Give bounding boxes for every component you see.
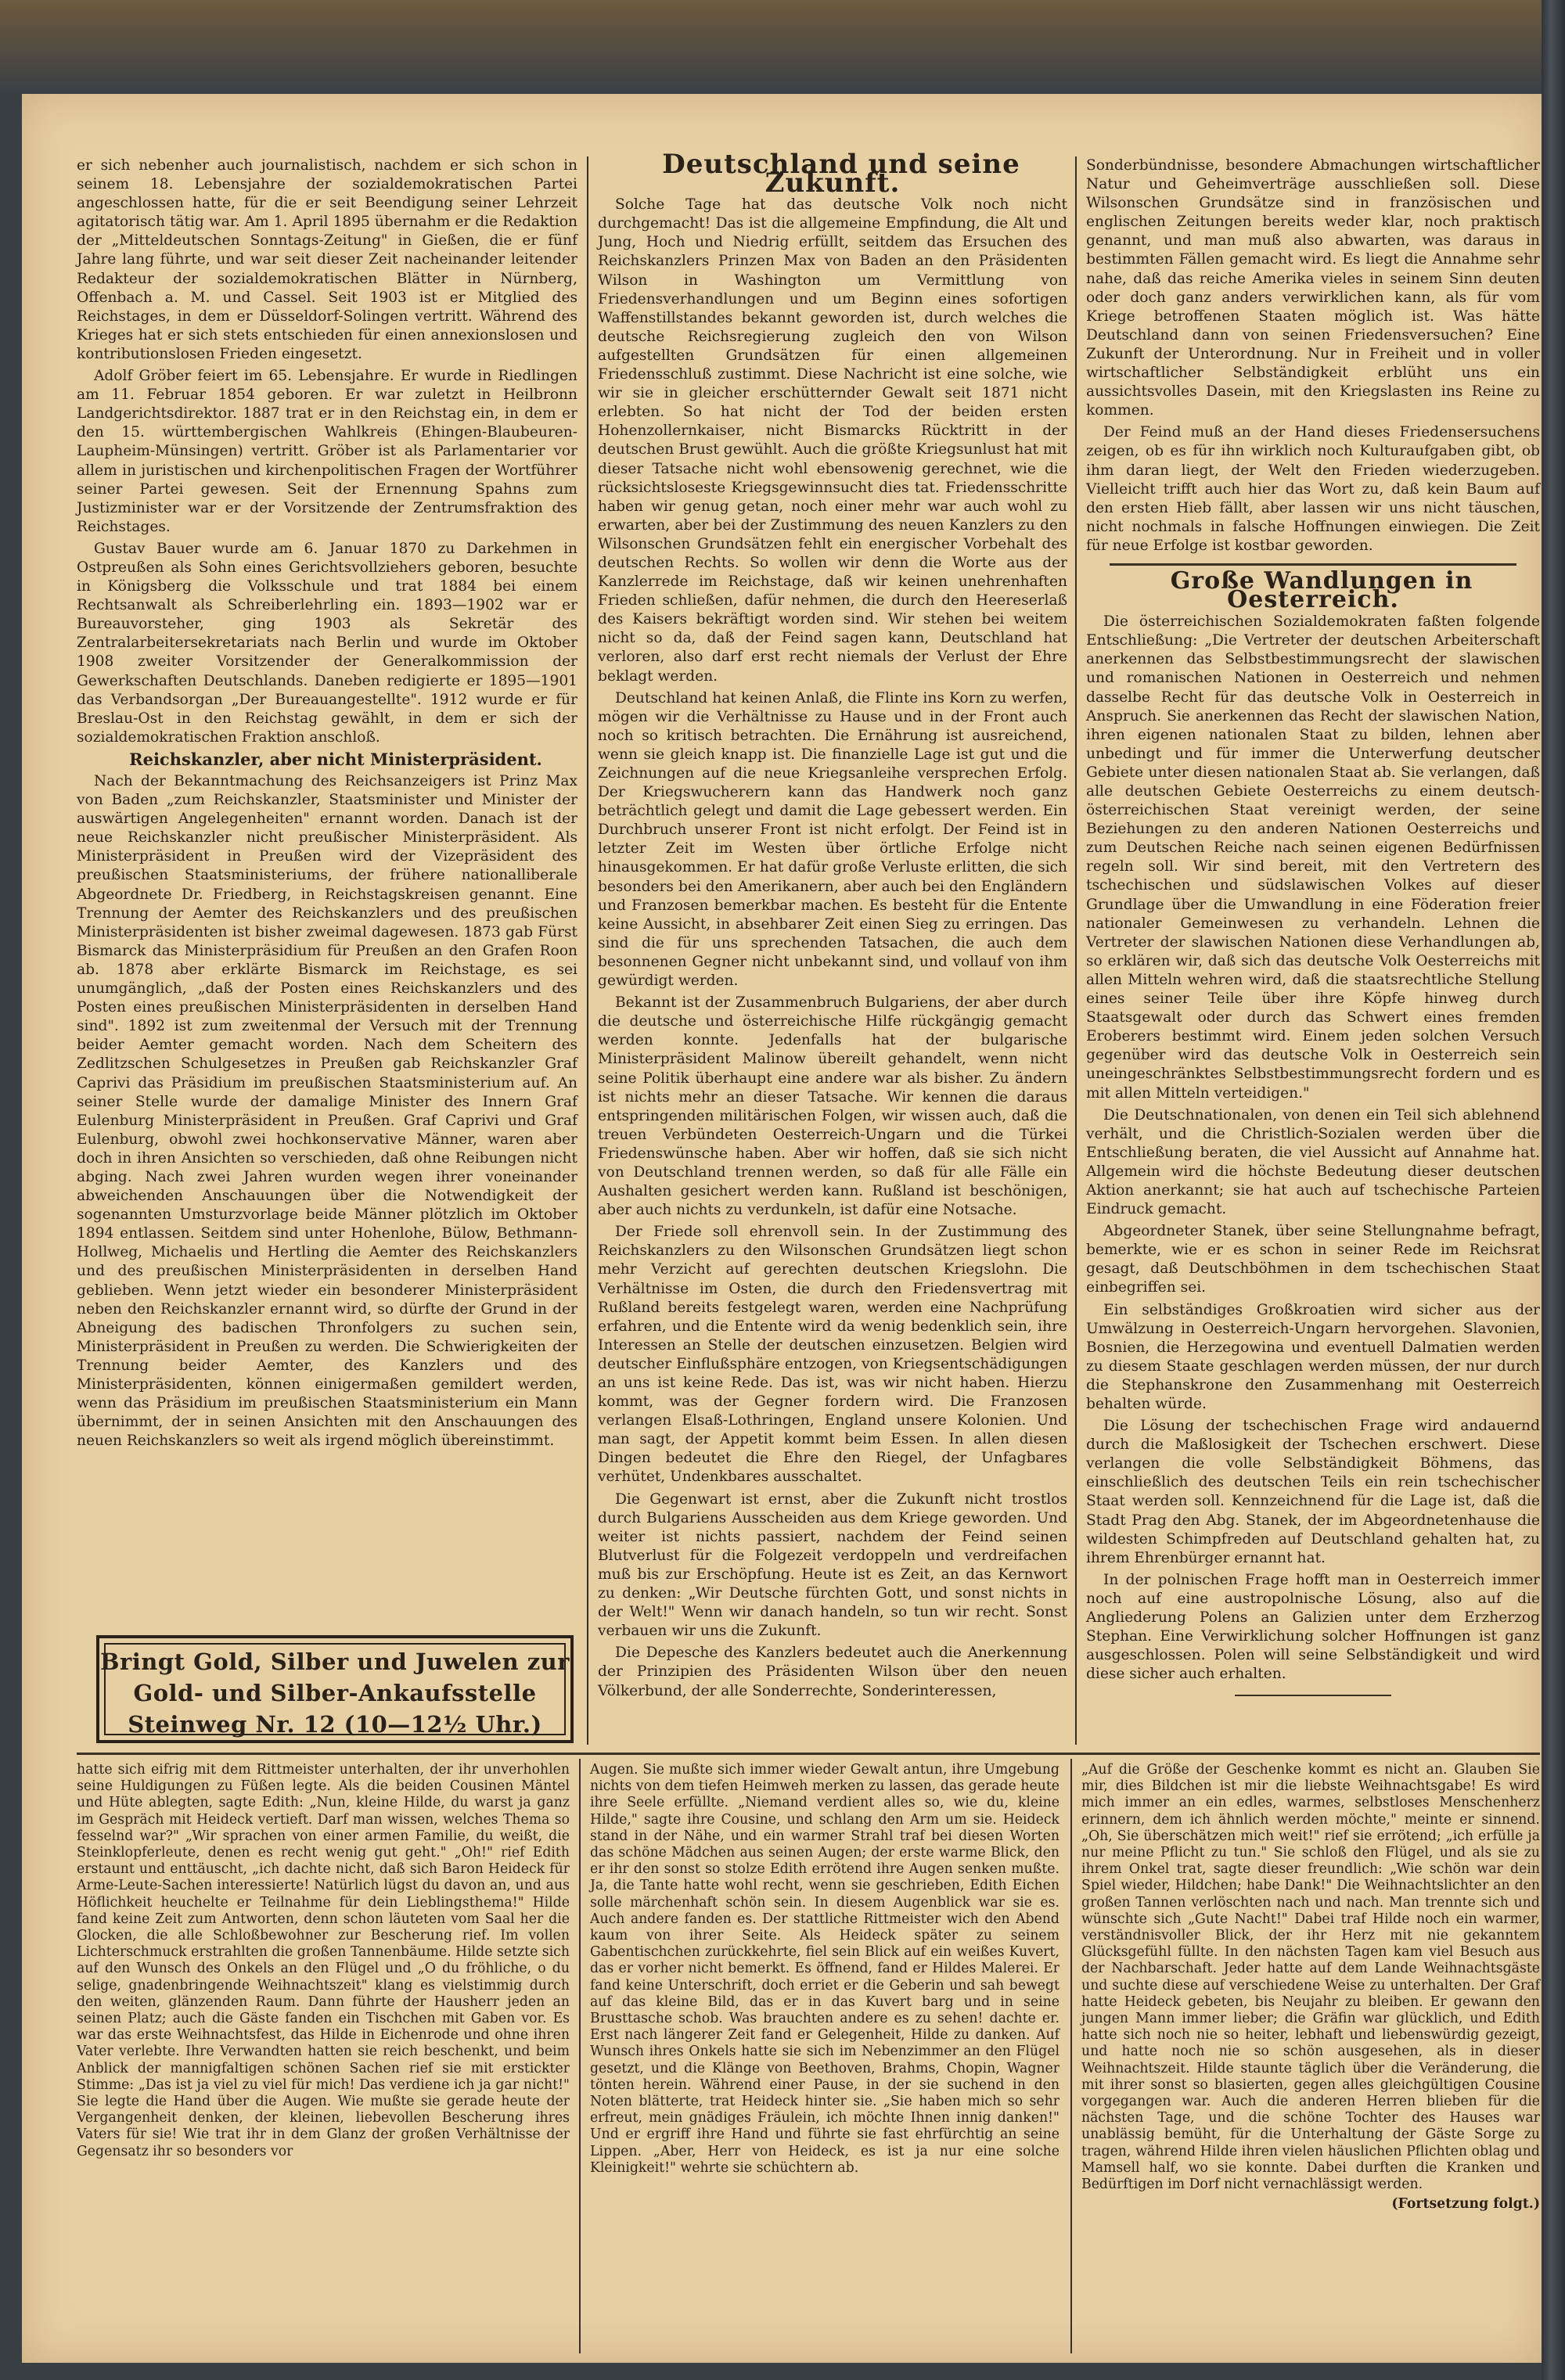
paragraph: Gustav Bauer wurde am 6. Januar 1870 zu Darkehmen in Ostpreußen als Sohn eines Gerichtsvollziehers geboren, besuchte in Königsberg die Volksschule und trat 1884 bei einem Rechtsanwalt als Schreiberlehrling ein. 1893—1902 war er Bureauvorsteher, ging 1903 als Sekretär des Zentralarbeitersekretariats nach Berlin und wurde im Oktober 1908 zweiter Vorsitzender der Generalkommission der Gewerkschaften Deutschlands. Daneben redigierte er 1895—1901 das Verbandsorgan „Der Bureauangestellte". 1912 wurde er für Breslau-Ost in den Reichstag gewählt, in dem er sich der sozialdemokratischen Fraktion anschloß. xyxy=(77,540,577,746)
article-headline: Deutschland und seine Zukunft. xyxy=(662,149,1020,200)
ad-line-2: Gold- und Silber-Ankaufsstelle xyxy=(133,1680,537,1706)
column-rule xyxy=(1075,156,1077,1745)
story-text: hatte sich eifrig mit dem Rittmeister unterhalten, der ihr unverhohlen seine Huldigungen zu Füßen legte. Als die beiden Cousinen Mäntel und Hüte ablegten, sagte Edith: „Nun, kleine Hilde, du warst ja ganz im Gespräch mit Heideck vertieft. Darf man wissen, welches Thema so fesselnd war?" „Wir sprachen von einer armen Familie, du weißt, die Steinklopferleute, denen es recht wenig gut geht." „Oh!" rief Edith erstaunt und enttäuscht, „ich dachte nicht, daß sich Baron Heideck für Arme-Leute-Sachen interessierte! Natürlich lügst du davon an, und aus Höflichkeit heuchelte er Teilnahme für dein Lieblingsthema!" Hilde fand keine Zeit zum Antworten, denn schon läuteten vom Saal her die Glocken, die alle Schloßbewohner zur Bescherung rief. Im vollen Lichterschmuck erstrahlten die großen Tannenbäume. Hilde setzte sich auf den Wunsch des Onkels an den Flügel und „O du fröhliche, o du selige, gnadenbringende Weihnachtszeit" klang es vielstimmig durch den weiten, glänzenden Raum. Dann führte der Hausherr jeden an seinen Platz; auch die Gäste fanden ein Tischchen mit Gaben vor. Es war das erste Weihnachtsfest, das Hilde in Eichenrode und ohne ihren Vater verlebte. Ihre Verwandten hatten sie reich beschenkt, und beim Anblick der mannigfaltigen schönen Sachen rief sie mit erstickter Stimme: „Das ist ja viel zu viel für mich! Das verdiene ich ja gar nicht!" Sie legte die Hand über die Augen. Wie mußte sie gerade heute der Vergangenheit denken, der kleinen, liebevollen Bescherung ihres Vaters für sie! Wie trat ihr in dem Glanz der großen Verhältnisse der Gegensatz ihr so besonders vor xyxy=(77,1762,570,2159)
story-column-1 xyxy=(77,1762,570,2357)
story-text: Augen. Sie mußte sich immer wieder Gewalt antun, ihre Umgebung nichts von dem tiefen Heimweh merken zu lassen, das gerade heute ihre Seele erfüllte. „Niemand verdient alles so, wie du, kleine Hilde," sagte ihre Cousine, und schlang den Arm um sie. Heideck stand in der Nähe, und ein warmer Strahl traf bei diesen Worten das schöne Mädchen aus seinen Augen; der erste warme Blick, den er ihr den sonst so stolze Edith errötend ihre Augen senken mußte. Ja, die Tante hatte wohl recht, wenn sie geschrieben, Edith Eichen solle märchenhaft schön sein. In diesem Augenblick war sie es. Auch andere fanden es. Der stattliche Rittmeister wich den Abend kaum von ihrer Seite. Als Heideck später zu seinem Gabentischchen zurückkehrte, fiel sein Blick auf ein weißes Kuvert, das er vorher nicht bemerkt. Es öffnend, fand er Hildes Malerei. Er fand keine Unterschrift, doch erriet er die Geberin und sah bewegt auf das kleine Bild, das er in das Kuvert barg und in seine Brusttasche schob. Was brauchten andere es zu sehen! dachte er. Erst nach längerer Zeit fand er Gelegenheit, Hilde zu danken. Auf Wunsch ihres Onkels hatte sie sich im Nebenzimmer an den Flügel gesetzt, und die Klänge von Beethoven, Brahms, Chopin, Wagner tönten herein. Während einer Pause, in der sie suchend in den Noten blätterte, trat Heideck hinter sie. „Sie haben mich so sehr erfreut, mein gnädiges Fräulein, ich möchte Ihnen innig danken!" Und er ergriff ihre Hand und führte sie fast ehrfürchtig an seine Lippen. „Aber, Herr von Heideck, es ist ja nur eine solche Kleinigkeit!" wehrte sie schüchtern ab. xyxy=(590,1762,1060,2176)
paragraph: Die Depesche des Kanzlers bedeutet auch die Anerkennung der Prinzipien des Präsidenten Wilson über den neuen Völkerbund, der alle Sonderrechte, Sonderinteressen, xyxy=(598,1645,1067,1699)
subheading: Reichskanzler, aber nicht Ministerpräsident. xyxy=(129,749,542,769)
paragraph: Ein selbständiges Großkroatien wird sicher aus der Umwälzung in Oesterreich-Ungarn hervorgehen. Slavonien, Bosnien, die Herzegowina und eventuell Dalmatien werden zu diesem Staate geschlagen werden müssen, der nur durch die Stephanskrone den Zusammenhang mit Oesterreich behalten würde. xyxy=(1086,1301,1540,1412)
advertisement-box xyxy=(96,1635,574,1743)
paragraph: Nach der Bekanntmachung des Reichsanzeigers ist Prinz Max von Baden „zum Reichskanzler, Staatsminister und Minister der auswärtigen Angelegenheiten" ernannt worden. Danach ist der neue Reichskanzler nicht preußischer Ministerpräsident. Als Ministerpräsident in Preußen wird der Vizepräsident des preußischen Staatsministeriums, der frühere nationalliberale Abgeordnete Dr. Friedberg, in Reichstagskreisen genannt. Eine Trennung der Aemter des Reichskanzlers und des preußischen Ministerpräsidenten ist bisher zweimal dagewesen. 1873 gab Fürst Bismarck das Ministerpräsidium für Preußen an den Grafen Roon ab. 1878 aber erklärte Bismarck im Reichstage, es sei unumgänglich, „daß der Posten eines Reichskanzlers und des Posten eines preußischen Ministerpräsidenten in derselben Hand sind". 1892 ist zum zweitenmal der Versuch mit der Trennung beider Aemter gemacht worden. Nach dem Scheitern des Zedlitzschen Schulgesetzes in Preußen gab Reichskanzler Graf Caprivi das Präsidium im preußischen Staatsministerium auf. An seiner Stelle wurde der damalige Minister des Innern Graf Eulenburg Ministerpräsident in Preußen. Graf Caprivi und Graf Eulenburg, obwohl zwei hochkonservative Männer, waren aber doch in ihren Ansichten so verschieden, daß ohne Reibungen nicht abging. Nach zwei Jahren wurden wegen ihrer voneinander abweichenden Anschauungen über die Notwendigkeit der sogenannten Umsturzvorlage beide Männer plötzlich im Oktober 1894 entlassen. Seitdem sind unter Hohenlohe, Bülow, Bethmann-Hollweg, Michaelis und Hertling die Aemter des Reichskanzlers und des preußischen Ministerpräsidenten in derselben Hand geblieben. Wenn jetzt wieder ein besonderer Ministerpräsident neben den Reichskanzler ernannt wird, so dürfte der Grund in der Abneigung des badischen Thronfolgers zu suchen sein, Ministerpräsident in Preußen zu werden. Die Schwierigkeiten der Trennung beider Aemter, des Kanzlers und des Ministerpräsidenten, können einigermaßen gemildert werden, wenn das Präsidium im preußischen Staatsministerium ein Mann übernimmt, der in seinen Ansichten mit den Anschauungen des neuen Reichskanzlers so weit als irgend möglich übereinstimmt. xyxy=(77,773,577,1450)
paragraph: Adolf Gröber feiert im 65. Lebensjahre. Er wurde in Riedlingen am 11. Februar 1854 geboren. Er war zuletzt in Heilbronn Landgerichtsdirektor. 1887 trat er in den Reichstag ein, in dem er den 15. württembergischen Wahlkreis (Ehingen-Blaubeuren-Laupheim-Münsingen) vertritt. Gröber ist als Parlamentarier vor allem in juristischen und kirchenpolitischen Fragen der Wortführer seiner Partei gewesen. Seit der Ernennung Spahns zum Justizminister war er der Vorsitzende der Zentrumsfraktion des Reichstages. xyxy=(77,368,577,535)
feuilleton-rule xyxy=(77,1753,1540,1755)
paragraph: Die Deutschnationalen, von denen ein Teil sich ablehnend verhält, und die Christlich-Sozialen werden über die Entschließung beraten, die viel Aussicht auf Annahme hat. Allgemein wird die höchste Bedeutung dieser deutschen Aktion anerkannt; sie hat auch auf tschechische Parteien Eindruck gemacht. xyxy=(1086,1106,1540,1218)
column-rule xyxy=(587,156,588,1745)
ad-inner-frame xyxy=(104,1643,566,1735)
column-1 xyxy=(77,156,577,1604)
paragraph: Solche Tage hat das deutsche Volk noch nicht durchgemacht! Das ist die allgemeine Empfindung, die Alt und Jung, Hoch und Niedrig erfüllt, seitdem das Ersuchen des Reichskanzlers Prinzen Max von Baden an den Präsidenten Wilson in Washington um Vermittlung von Friedensverhandlungen und um Beginn eines sofortigen Waffenstillstandes bekannt geworden ist, durch welches die deutsche Reichsregierung zugleich den von Wilson aufgestellten Grundsätzen für einen allgemeinen Friedensschluß zustimmt. Diese Nachricht ist eine solche, wie wir sie in gleicher erschütternder Gewalt seit 1871 nicht erlebten. So hat nicht der Tod der beiden ersten Hohenzollernkaiser, nicht Bismarcks Rücktritt in der deutschen Brust gewühlt. Auch die größte Kriegsunlust hat mit dieser Tatsache nicht wohl ebensowenig gerechnet, wie die rücksichtsloseste Kriegsgewinnsucht dies tat. Friedensschritte haben wir genug getan, noch einer mehr war auch wohl zu erwarten, aber bei der Zustimmung des neuen Kanzlers zu den Wilsonschen Grundsätzen fehlt ein energischer Vorbehalt des deutschen Rechts. So wollen wir denn die Worte aus der Kanzlerrede im Reichstage, daß wir keinen unehrenhaften Frieden schließen, dafür nehmen, die durch den Heereserlaß des Kaisers bekräftigt worden sind. Wir stehen bei weitem nicht so da, daß der Feind sagen kann, Deutschland hat verloren, also darf erst recht niemals der Verlust der Ehre beklagt werden. xyxy=(598,196,1067,685)
paragraph: Der Feind muß an der Hand dieses Friedensersuchens zeigen, ob es für ihn wirklich noch Kulturaufgaben gibt, ob ihm daran liegt, der Welt den Frieden wiederzugeben. Vielleicht trifft auch hier das Wort zu, daß kein Baum auf den ersten Hieb fällt, aber lassen wir uns nicht täuschen, nicht nochmals in falsche Hoffnungen einwiegen. Die Zeit für neue Erfolge ist kostbar geworden. xyxy=(1086,424,1540,554)
section-end-divider xyxy=(1235,1695,1391,1696)
column-3 xyxy=(1086,156,1540,1737)
story-column-2 xyxy=(590,1762,1060,2357)
paragraph: Der Friede soll ehrenvoll sein. In der Zustimmung des Reichskanzlers zu den Wilsonschen Grundsätzen liegt schon mehr Verzicht auf gerechten deutschen Kriegslohn. Die Verhältnisse im Osten, die durch den Friedensvertrag mit Rußland bereits festgelegt waren, werden eine Nachprüfung erfahren, und die Entente wird da wenig bedenklich sein, ihre Interessen an Stelle der deutschen einzusetzen. Belgien wird deutscher Einflußsphäre entzogen, von Kriegsentschädigungen an uns ist keine Rede. Das ist, was wir nicht haben. Hierzu kommt, was der Gegner fordern wird. Die Franzosen verlangen Elsaß-Lothringen, England unsere Kolonien. Und man sagt, der Appetit kommt beim Essen. In allen diesen Dingen bedeutet die Ehre den Riegel, der Unfagbares verhütet, Undenkbares ausschaltet. xyxy=(598,1224,1067,1486)
ad-line-3: Steinweg Nr. 12 (10—12½ Uhr.) xyxy=(128,1711,542,1738)
paragraph: Bekannt ist der Zusammenbruch Bulgariens, der aber durch die deutsche und österreichische Hilfe rückgängig gemacht werden konnte. Jedenfalls hat der bulgarische Ministerpräsident Malinow übereilt gehandelt, wenn nicht seine Politik überhaupt eine andere war als bisher. Zu ändern ist nichts mehr an dieser Tatsache. Wir kennen die daraus entspringenden militärischen Folgen, wir wissen auch, daß die treuen Verbündeten Oesterreich-Ungarn und die Türkei Friedenswünsche haben. Aber wir hoffen, daß sie sich nicht von Deutschland trennen werden, so daß für alle Fälle ein Aushalten gesichert werden kann. Rußland ist beschönigen, aber auch nichts zu verdunkeln, ist dafür eine Notsache. xyxy=(598,994,1067,1219)
ad-line-1: Bringt Gold, Silber und Juwelen zur xyxy=(99,1648,570,1675)
paragraph: Die österreichischen Sozialdemokraten faßten folgende Entschließung: „Die Vertreter der deutschen Arbeiterschaft anerkennen das Selbstbestimmungsrecht der slawischen und romanischen Nationen in Oesterreich und nehmen dasselbe Recht für das deutsche Volk in Oesterreich in Anspruch. Sie anerkennen das Recht der slawischen Nation, ihren eigenen nationalen Staat zu bilden, lehnen aber unbedingt und für immer die Unterwerfung deutscher Gebiete unter diesen nationalen Staat ab. Sie verlangen, daß alle deutschen Gebiete Oesterreichs zu einem deutsch-österreichischen Staat vereinigt werden, der seine Beziehungen zu den anderen Nationen Oesterreichs und zum Deutschen Reiche nach seinen eigenen Bedürfnissen regeln soll. Wir sind bereit, mit den Vertretern des tschechischen und südslawischen Volkes auf dieser Grundlage über die Umwandlung in eine Föderation freier nationaler Gemeinwesen zu verhandeln. Lehnen die Vertreter der slawischen Nationen diese Verhandlungen ab, so erklären wir, daß sich das deutsche Volk Oesterreichs mit allen Mitteln wehren wird, daß die staatsrechtliche Stellung eines seiner Teile über ihre Köpfe hinweg durch Staatsgewalt oder durch das Schwert eines fremden Eroberers bestimmt wird. Einem jeden solchen Versuch gegenüber wird das deutsche Volk in Oesterreich sein uneingeschränktes Selbstbestimmungsrecht fordern und es mit allen Mitteln verteidigen." xyxy=(1086,613,1540,1102)
paragraph: Die Gegenwart ist ernst, aber die Zukunft nicht trostlos durch Bulgariens Ausscheiden aus dem Kriege geworden. Und weiter ist nichts passiert, nachdem der Feind seinen Blutverlust für die Folgezeit verdoppeln und verdreifachen muß bis zur Erschöpfung. Heute ist es Zeit, an das Kernwort zu denken: „Wir Deutsche fürchten Gott, und sonst nichts in der Welt!" Wenn wir danach handeln, so tun wir recht. Sonst verbauen wir uns die Zukunft. xyxy=(598,1490,1067,1640)
paragraph: In der polnischen Frage hofft man in Oesterreich immer noch auf eine austropolnische Lösung, also auf die Angliederung Polens an Galizien unter dem Erzherzog Stephan. Eine Verwirklichung solcher Hoffnungen ist ganz ausgeschlossen. Polen will seine Selbständigkeit und wird diese sicher auch erhalten. xyxy=(1086,1571,1540,1683)
paragraph: Abgeordneter Stanek, über seine Stellungnahme befragt, bemerkte, wie er es schon in seiner Rede im Reichsrat gesagt, daß Deutschböhmen in dem tschechischen Staat einbegriffen sei. xyxy=(1086,1223,1540,1296)
story-text: „Auf die Größe der Geschenke kommt es nicht an. Glauben Sie mir, dies Bildchen ist mir die liebste Weihnachtsgabe! Es wird mich immer an ein edles, warmes, selbstloses Menschenherz erinnern, dem ich ähnlich werden möchte," meinte er sinnend. „Oh, Sie überschätzen mich weit!" rief sie errötend; „ich erfülle ja nur meine Pflicht zu tun." Sie schloß den Flügel, und als sie zu ihrem Onkel trat, sagte dieser freundlich: „Wie schön war dein Spiel wieder, Hildchen; habe Dank!" Die Weihnachtslichter an den großen Tannen verlöschten nach und nach. Man trennte sich und wünschte sich „Gute Nacht!" Dabei traf Hilde noch ein warmer, verständnisvoller Blick, der ihr Herz mit nie gekanntem Glücksgefühl füllte. In den nächsten Tagen kam viel Besuch aus der Nachbarschaft. Jeder hatte auf dem Lande Weihnachtsgäste und suchte diese auf verschiedene Weise zu unterhalten. Der Graf hatte Heideck gebeten, bis Neujahr zu bleiben. Er gewann den jungen Mann immer lieber; die Gräfin war glücklich, und Edith hatte sich noch nie so heiter, lebhaft und liebenswürdig gezeigt, und hatte noch nie so schön ausgesehen, als in dieser Weihnachtszeit. Hilde staunte täglich über die Veränderung, die mit ihrer sonst so blasierten, gegen alles gleichgültigen Cousine vorgegangen war. Auch die anderen Herren blieben für die nächsten Tage, und die schöne Tochter des Hauses war unablässig bemüht, für die Unterhaltung der Gäste Sorge zu tragen, während Hilde ihren vielen häuslichen Pflichten oblag und Mamsell half, wo sie konnte. Dabei durften die Kranken und Bedürftigen im Dorf nicht vernachlässigt werden. xyxy=(1081,1762,1540,2193)
continued-note: (Fortsetzung folgt.) xyxy=(1391,2196,1540,2213)
paragraph: Deutschland hat keinen Anlaß, die Flinte ins Korn zu werfen, mögen wir die Verhältnisse zu Hause und in der Front auch noch so kritisch betrachten. Die Ernährung ist ausreichend, wenn sie gleich knapp ist. Die finanzielle Lage ist gut und die Zeichnungen auf die neue Kriegsanleihe versprechen Erfolg. Der Kriegswucherern kann das Handwerk noch ganz beträchtlich gelegt und damit die Lage gebessert werden. Ein Durchbruch unserer Front ist nicht erfolgt. Der Feind ist in letzter Zeit im Westen über örtliche Erfolge nicht hinausgekommen. Er hat dafür große Verluste erlitten, die sich besonders bei den Amerikanern, aber auch bei den Engländern und Franzosen bemerkbar machen. Es besteht für die Entente keine Aussicht, in absehbarer Zeit einen Sieg zu erringen. Das sind die für uns sprechenden Tatsachen, die auch dem besonnenen Gegner nicht unbekannt sind, und vollauf von ihm gewürdigt werden. xyxy=(598,689,1067,990)
binding-edge xyxy=(1542,0,1565,2380)
paragraph: Die Lösung der tschechischen Frage wird andauernd durch die Maßlosigkeit der Tschechen erschwert. Diese verlangen die volle Selbständigkeit Böhmens, das einschließlich des deutschen Teils ein rein tschechischer Staat werden soll. Kennzeichnend für die Lage ist, daß die Stadt Prag den Abg. Stanek, der im Abgeordnetenhause die wildesten Schimpfreden auf Deutschland gehalten hat, zu ihrem Ehrenbürger ernannt hat. xyxy=(1086,1418,1540,1566)
newspaper-page xyxy=(22,94,1542,2363)
column-rule xyxy=(579,1759,581,2353)
paragraph: er sich nebenher auch journalistisch, nachdem er sich schon in seinem 18. Lebensjahre der sozialdemokratischen Partei angeschlossen hatte, für die er seit Beendigung seiner Lehrzeit agitatorisch tätig war. Am 1. April 1895 übernahm er die Redaktion der „Mitteldeutschen Sonntags-Zeitung" in Gießen, die er fünf Jahre lang führte, und war seit dieser Zeit nacheinander leitender Redakteur der sozialdemokratischen Blätter in Nürnberg, Offenbach a. M. und Cassel. Seit 1903 ist er Mitglied des Reichstages, in dem er Düsseldorf-Solingen vertritt. Während des Krieges hat er sich stets entschieden für einen annexionslosen und kontributionslosen Frieden eingesetzt. xyxy=(77,157,577,362)
article-headline: Große Wandlungen in Oesterreich. xyxy=(1170,566,1473,614)
paragraph: Sonderbündnisse, besondere Abmachungen wirtschaftlicher Natur und Geheimverträge ausschließen soll. Diese Wilsonschen Grundsätze sind in französischen und englischen Zeitungen bereits weder klar, noch praktisch genannt, und man muß also abwarten, was daraus in bestimmten Fällen gemacht wird. Es liegt die Annahme sehr nahe, daß das reiche Amerika vieles in seinem Sinn deuten oder doch ganz anders verwirklichen kann, als für vom Kriege betroffenen Staaten möglich ist. Was hätte Deutschland dann von seinen Friedensversuchen? Eine Zukunft der Unterordnung. Nur in Freiheit und in voller wirtschaftlicher Selbständigkeit erblüht uns ein aussichtsvolles Dasein, mit den Kriegslasten ins Reine zu kommen. xyxy=(1086,157,1540,419)
story-column-3 xyxy=(1081,1762,1540,2357)
section-divider xyxy=(1110,563,1516,566)
column-rule xyxy=(1070,1759,1072,2353)
scan-top-edge xyxy=(0,0,1542,94)
column-2 xyxy=(598,149,1067,1743)
